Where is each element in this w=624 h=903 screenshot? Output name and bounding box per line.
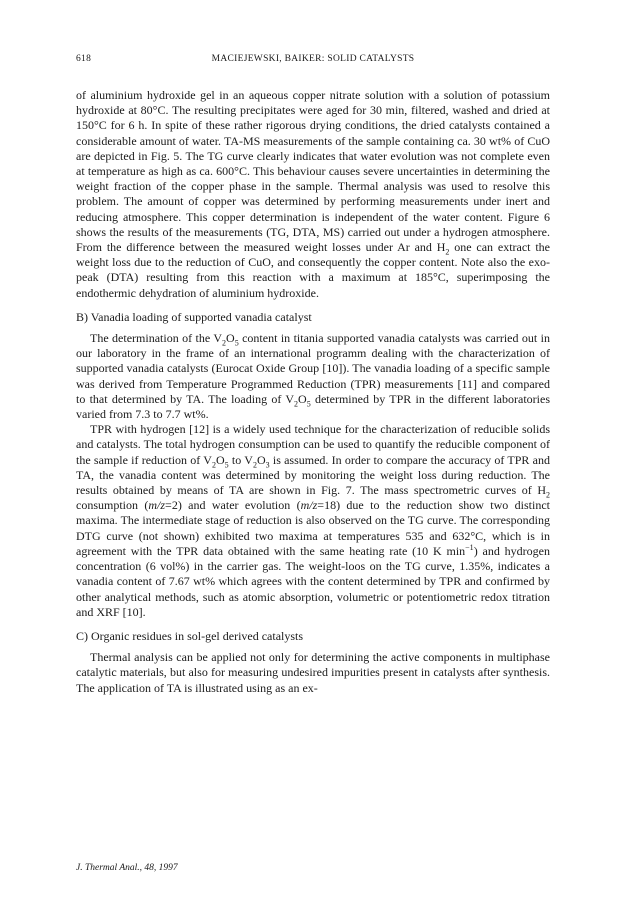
paragraph-organic-residues [76,650,550,696]
subscript: 2 [222,338,227,348]
subscript: 5 [234,338,239,348]
text-run: content in titania supported vanadia catalysts was carried out in our laboratory in the frame of an international programm dealing with the characterization of supported vanadia catalysts (Eurocat Oxide Group [10]). The vanadia loading of a specific sample was derived from Temperature Programmed Reduction (TPR) measurements [11] and compared to that determined by TA. The loading of V [76,331,550,406]
italic-run: m/z [148,498,166,513]
paragraph-cuo-analysis [76,88,550,301]
section-heading-vanadia-loading: B) Vanadia loading of supported vanadia catalyst [76,309,312,324]
text-run: The determination of the V [90,331,223,346]
subscript: 2 [294,399,299,409]
subscript: 2 [445,247,450,257]
superscript: −1 [465,542,474,552]
subscript: 2 [211,460,216,470]
text-run: =2) and water evolution ( [165,498,301,513]
text-run: O [256,452,266,467]
subscript: 2 [252,460,257,470]
text-run: O [215,452,225,467]
text-run: of aluminium hydroxide gel in an aqueous copper nitrate solution with a solution of potassium hydroxide at 80°C. The resulting precipitates were aged for 30 min, filtered, washed and dried at 150°C for 6 h. In spite of these rather rigorous drying conditions, the dried catalysts contained a considerable amount of water. TA-MS measurements of the sample containing ca. 30 wt% of CuO are depicted in Fig. 5. The TG curve clearly indicates that water evolution was not complete even at temperature as high as ca. 600°C. This behaviour causes severe uncertainties in determining the weight fraction of the copper phase in the sample. Thermal analysis was used to resolve this problem. The amount of copper was determined by performing measurements under inert and reducing atmosphere. This copper determination is independent of the water content. Figure 6 shows the results of the measurements (TG, DTA, MS) carried out under a hydrogen atmosphere. From the difference between the measured weight losses under Ar and H [76,88,550,255]
page-number: 618 [76,54,92,64]
running-title: MACIEJEWSKI, BAIKER: SOLID CATALYSTS [211,54,415,64]
subscript: 2 [546,490,550,500]
text-run: consumption ( [76,498,149,513]
text-run: to V [228,452,253,467]
subscript: 3 [265,460,270,470]
text-run: O [226,331,235,346]
section-heading-organic-residues: C) Organic residues in sol-gel derived catalysts [76,628,304,643]
journal-citation: J. Thermal Anal., 48, 1997 [76,863,178,873]
italic-run: m/z [300,498,318,513]
paragraph-tpr-hydrogen [76,422,550,620]
text-run: ) and hydrogen concentration (6 vol%) in the carrier gas. The weight-loos on the TG curve, 1.35%, indicates a vanadia content of 7.67 wt% which agrees with the content determined by TPR and confirmed by other analytical methods, such as atomic absorption, volumetric or potentiometric redox titration and XRF [10]. [76,543,550,619]
text-run: determined by TPR in the different laboratories varied from 7.3 to 7.7 wt%. [76,391,550,422]
text-run: one can extract the weight loss due to the reduction of CuO, and consequently the copper content. Note also the exo-peak (DTA) resulting from this reaction with a maximum at 185°C, superimposing the endothermic dehydration of aluminium hydroxide. [76,240,551,300]
running-header [76,54,550,70]
text-run: O [298,391,307,406]
text-run: is assumed. In order to compare the accuracy of TPR and TA, the vanadia content was determined by monitoring the weight loss during reduction. The results obtained by means of TA are shown in Fig. 7. The mass spectrometric curves of H [76,452,550,498]
paragraph-vanadia-determination [76,331,550,422]
subscript: 5 [224,460,229,470]
subscript: 5 [306,399,311,409]
text-run: Thermal analysis can be applied not only for determining the active components in multiphase catalytic materials, but also for measuring undesired impurities present in catalysts after synthesis. The application of TA is illustrated using as an ex- [76,650,550,695]
text-run: =18) due to the reduction show two distinct maxima. The intermediate stage of reduction is also observed on the TG curve. The corresponding DTG curve (not shown) exhibited two maxima at temperatures 535 and 632°C, which is in agreement with the TPR data obtained with the same heating rate (10 K min [76,498,550,558]
body-text [76,88,550,696]
text-run: TPR with hydrogen [12] is a widely used technique for the characterization of reducible solids and catalysts. The total hydrogen consumption can be used to quantify the reducible component of the sample if reduction of V [76,422,550,467]
